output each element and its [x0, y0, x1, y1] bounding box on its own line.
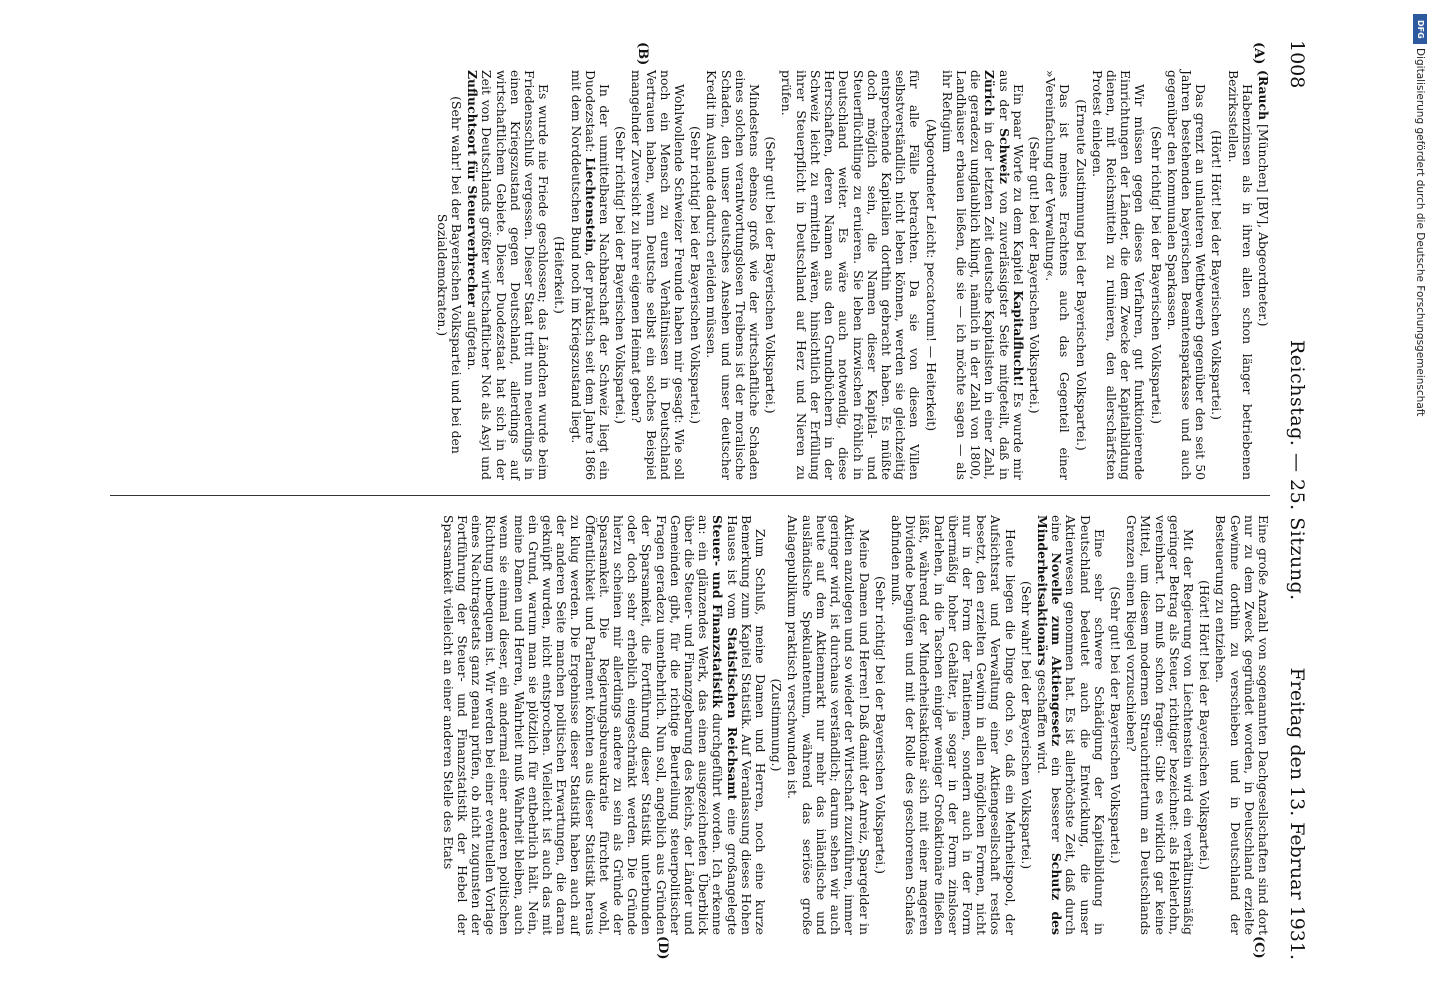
paragraph: Habenzinsen als in ihren allen schon länger betriebenen Bezirksstellen. [1225, 70, 1255, 480]
margin-marker-b: (B) [635, 42, 650, 66]
interjection: (Sehr gut! bei der Bayerischen Volkspartei.) [1107, 586, 1123, 864]
interjection: (Hört! Hört! bei der Bayerischen Volkspartei.) [1197, 580, 1213, 870]
digitization-credit: Digitalisierung gefördert durch die Deutsche Forschungsgemeinschaft [1414, 48, 1426, 417]
interjection: (Sehr richtig! bei der Bayerischen Volkspartei.) [872, 575, 888, 875]
interjection: (Heiterkeit.) [552, 236, 568, 314]
paragraph: Wir müssen gegen dieses Verfahren, gut funktionierende Einrichtungen der Länder, die dem Zwecke der Kapitalbildung dienen, mit Reichsmitteln zu ruinieren, den allerschärfsten Protest einlegen. [1089, 70, 1148, 480]
interjection: (Sehr richtig! bei der Bayerischen Volkspartei.) [613, 125, 629, 425]
dfg-credit [1412, 8, 1428, 608]
interjection: (Sehr wahr! bei der Bayerischen Volkspartei.) [1018, 580, 1034, 870]
column-divider [110, 495, 1270, 496]
paragraph: Das ist meines Erachtens auch das Gegenteil einer »Vereinfachung der Verwaltung«. [1043, 70, 1073, 480]
interjection: (Sehr wahr! bei der Bayerischen Volkspartei und bei den Sozialdemokraten.) [434, 96, 465, 454]
interjection: (Sehr richtig! bei der Bayerischen Volkspartei.) [1148, 125, 1164, 425]
interjection: (Erneute Zustimmung bei der Bayerischen Volkspartei.) [1073, 99, 1089, 451]
paragraph: (Rauch [München] [BV], Abgeordneter.) [1256, 70, 1271, 327]
right-column [438, 515, 1270, 935]
margin-marker-a: (A) [1251, 42, 1266, 65]
paragraph: Mindestens ebenso groß wie der wirtschaftliche Schaden eines solchen verantwortungslosen Treibens ist der moralische Schaden, den unser deutsches Ansehen und unser deutscher Kredit im Auslande dadurch erleiden müssen. [704, 70, 763, 480]
page-header [1280, 40, 1310, 960]
paragraph: Wohlwollende Schweizer Freunde haben mir gesagt: Wie soll noch ein Mensch zu euren Verhältnissen in Deutschland Vertrauen haben, wenn Deutsche selbst ein solches Beispiel mangelnder Zuversicht zu ihrer eigenen Heimat geben? [629, 70, 688, 480]
paragraph: für alle Fälle betrachten. Da sie von diesen Villen selbstverständlich nicht leben können, werden sie gleichzeitig entsprechende Kapitalien dorthin gebracht haben. Es müßte doch möglich sein, die Namen dieser Kapital- und Steuerflüchtlinge zu eruieren. Sie leben inzwischen fröhlich in Deutschland weiter. Es wäre auch notwendig, diese Herrschaften, deren Namen aus den Grundbüchern in der Schweiz leicht zu ermitteln wären, hinsichtlich der Erfüllung ihrer Steuerpflicht in Deutschland auf Herz und Nieren zu prüfen. [779, 70, 923, 480]
left-column [433, 70, 1270, 480]
document-page [90, 40, 1310, 960]
interjection: (Sehr gut! bei der Bayerischen Volkspartei.) [1026, 136, 1042, 414]
paragraph: Ein paar Worte zu dem Kapitel Kapitalflucht! Es wurde mir aus der Schweiz von zuverlässigster Seite mitgeteilt, daß in Zürich in der letzten Zeit deutsche Kapitalisten in einer Zahl, die geradezu unglaublich klingt, nämlich in der Zahl von 1800, Landhäuser erbauen ließen, die sie — ich möchte sagen — als ihr Refugium [939, 70, 1026, 480]
paragraph: Mit der Regierung von Liechtenstein wird ein verhältnismäßig geringer Betrag als Steuer, richtiger bezeichnet: als Hehlerlohn, vereinbart. Ich muß schon fragen: Gibt es wirklich gar keine Mittel, um diesem modernen Strauchrittertum an Deutschlands Grenzen einen Riegel vorzuschieben? [1124, 515, 1196, 935]
session-date: Freitag den 13. Februar 1931. [1286, 667, 1308, 960]
interjection: (Hört! Hört! bei der Bayerischen Volkspartei.) [1209, 130, 1225, 420]
paragraph: Das grenzt an unlauteren Wettbewerb gegenüber den seit 50 Jahren bestehenden bayerischen Beamtensparkasse und auch gegenüber den kommunalen Sparkassen. [1164, 70, 1209, 480]
paragraph: Heute liegen die Dinge doch so, daß ein Mehrheitspool, der Aufsichtsrat und Verwaltung einer Aktiengesellschaft restlos besetzt, den erzielten Gewinn in allen möglichen Formen, nicht nur in der Form der Tantiemen, sondern auch in der Form übermäßig hoher Gehälter, ja sogar in der Form zinsloser Darlehen, in die Taschen einiger weniger Großaktionäre fließen läßt, während der Minderheitsaktionär sich mit einer mageren Dividende begnügen und mit der Rolle des geschorenen Schafes abfinden muß. [888, 515, 1018, 935]
session-title: Reichstag. — 25. Sitzung. [1286, 340, 1308, 601]
interjection: (Sehr gut! bei der Bayerischen Volkspartei.) [763, 136, 779, 414]
paragraph: In der unmittelbaren Nachbarschaft der Schweiz liegt ein Duodezstaat: Liechtenstein, der praktisch seit dem Jahre 1866 mit dem Norddeutschen Bund noch im Kriegszustand liegt. [568, 70, 613, 480]
page-number: 1008 [1286, 40, 1308, 89]
dfg-logo: DFG [1413, 14, 1427, 44]
paragraph: Es wurde nie Friede geschlossen; das Ländchen wurde beim Friedensschluß vergessen. Dieser Staat tritt nun neuerdings in einen Kriegszustand gegen Deutschland, allerdings auf wirtschaftlichem Gebiete. Dieser Duodezstaat hat sich in der Zeit von Deutschlands größter wirtschaftlicher Not als Asyl und Zufluchtsort für Steuerverbrecher aufgetan. [465, 70, 552, 480]
margin-marker-d: (D) [655, 936, 670, 960]
margin-marker-c: (C) [1251, 936, 1266, 959]
paragraph: Eine sehr schwere Schädigung der Kapitalbildung in Deutschland bedeutet auch die Entwicklung, die unser Aktienwesen genommen hat. Es ist allerhöchste Zeit, daß durch eine Novelle zum Aktiengesetz ein besserer Schutz des Minderheitsaktionärs geschaffen wird. [1034, 515, 1107, 935]
paragraph: Meine Damen und Herren! Daß damit der Anreiz, Spargelder in Aktien anzulegen und so wieder der Wirtschaft zuzuführen, immer geringer wird, ist durchaus verständlich; darum sehen wir auch heute auf dem Aktienmarkt nur mehr das inländische und ausländische Spekulantentum, während das seriöse große Anlagepublikum praktisch verschwunden ist. [785, 515, 872, 935]
paragraph: Zum Schluß, meine Damen und Herren, noch eine kurze Bemerkung zum Kapitel Statistik. Auf Veranlassung dieses Hohen Hauses ist vom Statistischen Reichsamt eine großangelegte Steuer- und Finanzstatistik durchgeführt worden. Ich erkenne an: ein glänzendes Werk, das einen ausgezeichneten Überblick über die Steuer- und Finanzgebarung des Reichs, der Länder und Gemeinden gibt, für die richtige Beurteilung steuerpolitischer Fragen geradezu unentbehrlich. Nun soll, angeblich aus Gründen der Sparsamkeit, die Fortführung dieser Statistik unterbunden oder doch sehr erheblich eingeschränkt werden. Die Gründe hierzu scheinen mir allerdings andere zu sein als Gründe der Sparsamkeit. Die Regierungsbureaukratie fürchtet wohl, Öffentlichkeit und Parlament könnten aus dieser Statistik heraus zu klug werden. Die Ergebnisse dieser Statistik haben auch auf der anderen Seite manchen politischen Erwartungen, die daran geknüpft wurden, nicht entsprochen. Vielleicht ist auch das mit ein Grund, warum man sie plötzlich für entbehrlich hält. Nein, meine Damen und Herren, Wahrheit muß Wahrheit bleiben, auch wenn sie einmal dieser, ein andermal einer anderen politischen Richtung unbequem ist. Wir werden bei einer eventuellen Vorlage eines Nachtragsetats ganz genau prüfen, ob nicht zugunsten der Fortführung der Steuer- und Finanzstatistik der Hebel der Sparsamkeit vielleicht an einer anderen Stelle des Etats [440, 515, 769, 935]
interjection: (Sehr richtig! bei der Bayerischen Volkspartei.) [688, 125, 704, 425]
paragraph: Eine große Anzahl von sogenannten Dachgesellschaften sind dort nur zu dem Zweck gegründet worden, in Deutschland erzielte Gewinne dorthin zu verschieben und in Deutschland der Besteuerung zu entziehen. [1213, 515, 1271, 935]
interjection: (Zustimmung.) [769, 678, 785, 772]
interjection: (Abgeordneter Leicht: peccatorum! — Heiterkeit) [923, 118, 939, 432]
